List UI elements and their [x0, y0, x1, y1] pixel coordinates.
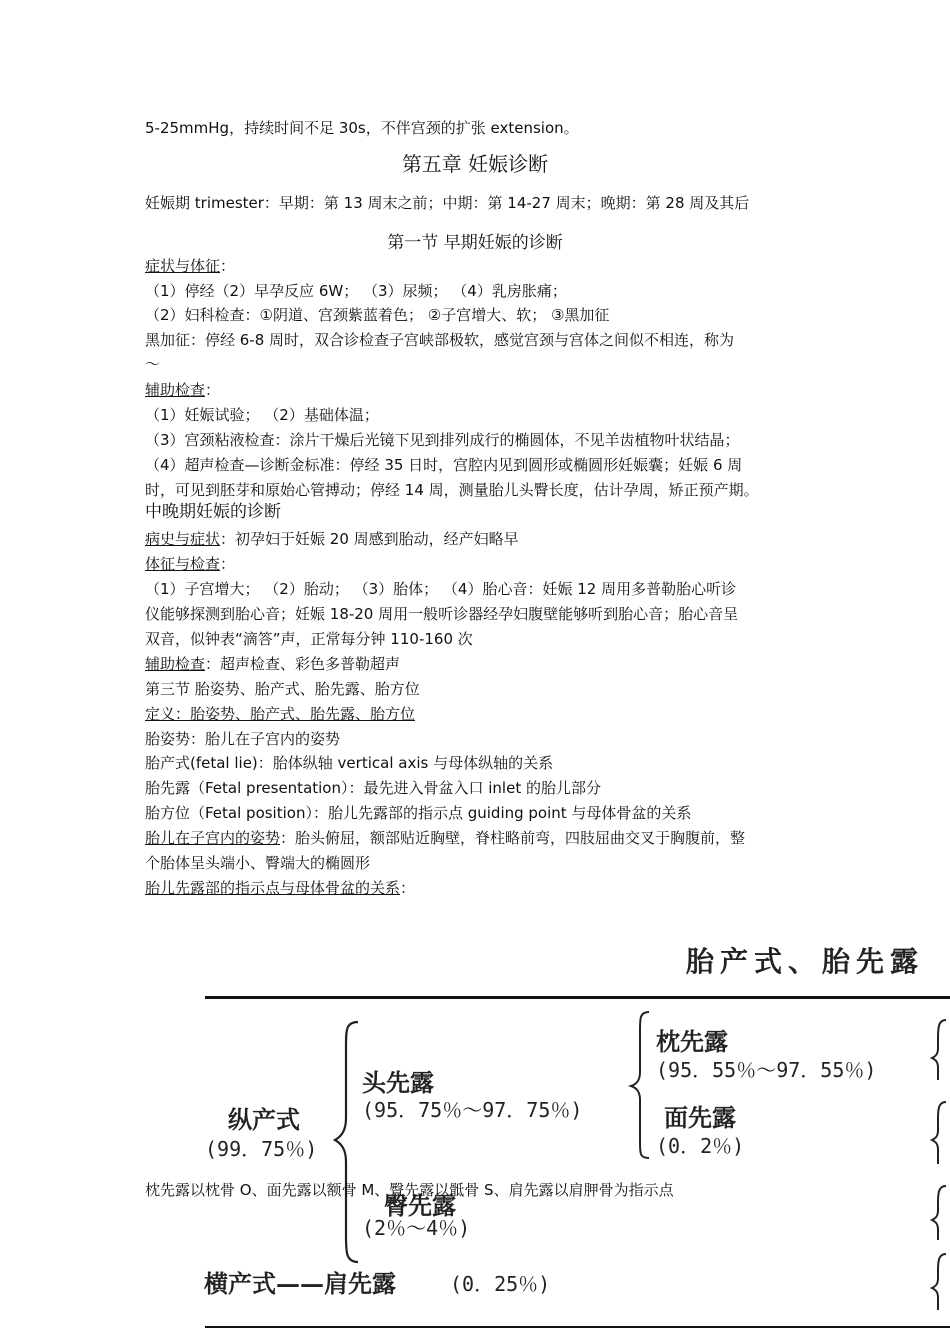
text-line: （1）妊娠试验； （2）基础体温；	[145, 406, 379, 424]
text-line: 妊娠期 trimester：早期：第 13 周末之前；中期：第 14-27 周末；晚期：第 28 周及其后	[145, 194, 750, 212]
text-line: 个胎体呈头端小、臀端大的椭圆形	[145, 854, 371, 872]
breech-presentation-label: 臀先露	[384, 1191, 456, 1220]
longitudinal-label: 纵产式	[228, 1105, 300, 1134]
underlined-heading: 胎儿在子宫内的姿势	[145, 829, 281, 847]
heading-line	[145, 878, 415, 898]
face-presentation-percent: (0．2％)	[656, 1134, 745, 1158]
heading-line	[145, 554, 235, 574]
underlined-heading: 体征与检查	[145, 555, 221, 573]
text-line: 第三节 胎姿势、胎产式、胎先露、胎方位	[145, 680, 420, 698]
figure-bottom-rule	[205, 1326, 950, 1328]
transverse-lie-label: 横产式——肩先露	[204, 1269, 396, 1298]
outer-brace-icon	[332, 1020, 362, 1265]
underlined-heading: 辅助检查	[145, 381, 206, 399]
heading-suffix: ：	[400, 879, 416, 897]
heading-suffix: ：胎头俯屈，额部贴近胸壁，脊柱略前弯，四肢屈曲交叉于胸腹前，整	[280, 829, 746, 847]
text-line: （3）宫颈粘液检查：涂片干燥后光镜下见到排列成行的椭圆体，不见羊齿植物叶状结晶；	[145, 431, 740, 449]
text-line: 胎方位（Fetal position）：胎儿先露部的指示点 guiding point 与母体骨盆的关系	[145, 804, 692, 822]
text-line: （1）子宫增大； （2）胎动； （3）胎体； （4）胎心音：妊娠 12 周用多普勒胎心听诊	[145, 580, 737, 598]
heading-suffix: ：	[205, 381, 221, 399]
inner-brace-icon	[628, 1010, 652, 1160]
heading-suffix: ：超声检查、彩色多普勒超声	[205, 655, 401, 673]
underlined-heading: 辅助检查	[145, 655, 206, 673]
heading-line	[145, 380, 220, 400]
right-edge-braces-icon	[928, 1018, 950, 1318]
head-presentation-label: 头先露	[362, 1068, 434, 1097]
heading-suffix: ：初孕妇于妊娠 20 周感到胎动，经产妇略早	[220, 530, 519, 548]
heading-suffix: ：	[220, 257, 236, 275]
heading-line	[145, 654, 400, 674]
heading-suffix: ：	[220, 555, 236, 573]
text-line: 胎姿势：胎儿在子宫内的姿势	[145, 730, 341, 748]
underlined-heading: 病史与症状	[145, 530, 221, 548]
head-presentation-percent: (95．75％～97．75％)	[362, 1098, 583, 1122]
text-line: （2）妇科检查：①阴道、宫颈紫蓝着色； ②子宫增大、软； ③黑加征	[145, 306, 610, 324]
section-title: 中晚期妊娠的诊断	[145, 502, 281, 522]
heading-line	[145, 529, 519, 549]
text-line: 时，可见到胚芽和原始心管搏动；停经 14 周，测量胎儿头臀长度，估计孕周，矫正预产期。	[145, 481, 759, 499]
text-line: 双音，似钟表“滴答”声，正常每分钟 110-160 次	[145, 630, 473, 648]
text-line: （4）超声检查—诊断金标准：停经 35 日时，宫腔内见到圆形或椭圆形妊娠囊；妊娠 6 周	[145, 456, 743, 474]
breech-presentation-percent: (2％～4％)	[362, 1216, 471, 1240]
figure-top-rule	[205, 996, 950, 999]
figure-caption: 枕先露以枕骨 O、面先露以额骨 M、臀先露以骶骨 S、肩先露以肩胛骨为指示点	[145, 1181, 674, 1199]
heading-line	[145, 828, 745, 848]
text-line: 胎产式(fetal lie)：胎体纵轴 vertical axis 与母体纵轴的关系	[145, 754, 554, 772]
transverse-lie-percent: (0．25％)	[450, 1272, 551, 1296]
section-title: 第一节 早期妊娠的诊断	[387, 233, 563, 253]
text-line: 黑加征：停经 6-8 周时，双合诊检查子宫峡部极软，感觉宫颈与宫体之间似不相连，称为	[145, 331, 735, 349]
underlined-heading: 症状与体征	[145, 257, 221, 275]
longitudinal-percent: (99．75％)	[205, 1137, 318, 1161]
text-line: 仪能够探测到胎心音；妊娠 18-20 周用一般听诊器经孕妇腹壁能够听到胎心音；胎心音呈	[145, 605, 739, 623]
heading-line	[145, 256, 235, 276]
face-presentation-label: 面先露	[664, 1103, 736, 1132]
occiput-presentation-label: 枕先露	[656, 1027, 728, 1056]
underlined-heading: 胎儿先露部的指示点与母体骨盆的关系	[145, 879, 401, 897]
text-line: 胎先露（Fetal presentation）：最先进入骨盆入口 inlet 的胎儿部分	[145, 779, 601, 797]
chapter-title: 第五章 妊娠诊断	[401, 152, 549, 176]
underlined-heading: 定义：胎姿势、胎产式、胎先露、胎方位	[145, 705, 416, 723]
text-line: 5-25mmHg，持续时间不足 30s，不伴宫颈的扩张 extension。	[145, 119, 579, 137]
text-line: ～	[145, 355, 161, 373]
figure-title: 胎产式、胎先露	[686, 945, 925, 978]
occiput-presentation-percent: (95．55％～97．55％)	[656, 1058, 877, 1082]
text-line: （1）停经（2）早孕反应 6W； （3）尿频； （4）乳房胀痛；	[145, 282, 567, 300]
fetal-presentation-figure	[0, 920, 950, 1344]
